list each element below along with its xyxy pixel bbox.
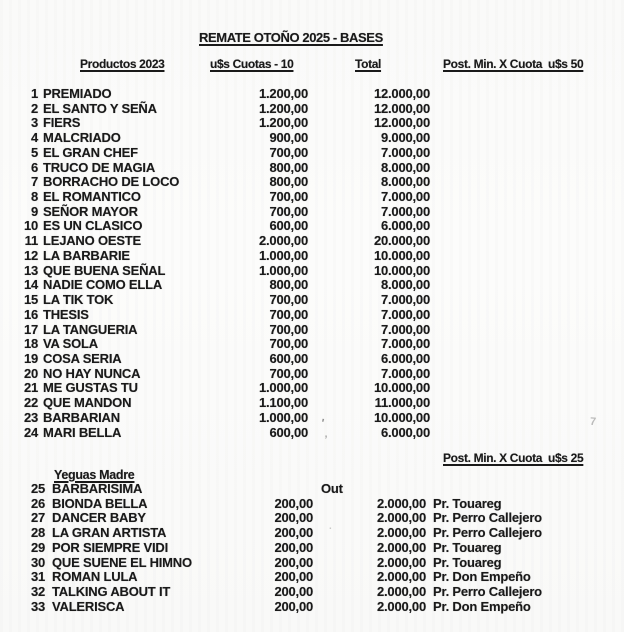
total-value: 6.000,00: [380, 350, 430, 366]
prize-note: Pr. Don Empeño: [433, 598, 531, 614]
prize-note: Pr. Perro Callejero: [433, 525, 542, 541]
product-name: EL GRAN CHEF: [43, 144, 138, 160]
total-value: 8.000,00: [380, 174, 430, 190]
cuota-value: 600,00: [269, 218, 308, 234]
prize-note: [430, 131, 624, 146]
row-number: 17: [23, 321, 38, 337]
prize-note: [426, 482, 624, 497]
column-header-post-min-50: Post. Min. X Cuota u$s 50: [443, 57, 584, 71]
cuota-value: 2.000,00: [258, 233, 308, 249]
prize-note: Pr. Don Empeño: [433, 569, 531, 585]
table-row: [0, 308, 624, 323]
total-value: 10.000,00: [373, 247, 430, 263]
yeguas-madre-table: [0, 482, 624, 614]
total-value: 2.000,00: [376, 510, 426, 526]
total-value: 10.000,00: [373, 262, 430, 278]
product-name: NO HAY NUNCA: [43, 365, 141, 381]
scan-artifact-mark: ʼ: [323, 433, 328, 447]
table-row: [0, 87, 624, 102]
prize-note: [430, 234, 624, 249]
prize-note: [430, 337, 624, 352]
table-row: [0, 146, 624, 161]
row-number: 21: [23, 380, 38, 396]
cuota-value: 200,00: [274, 495, 313, 511]
table-row: [0, 219, 624, 234]
table-row: [0, 541, 624, 556]
total-value: 7.000,00: [380, 365, 430, 381]
prize-note: [430, 411, 624, 429]
table-row: [0, 381, 624, 396]
table-row: [0, 131, 624, 146]
row-number: 32: [30, 584, 45, 600]
row-number: 14: [23, 277, 38, 293]
total-value: 12.000,00: [373, 115, 430, 131]
prize-note: [430, 161, 624, 176]
total-value: 6.000,00: [380, 218, 430, 234]
product-name: BIONDA BELLA: [52, 495, 148, 511]
row-number: 25: [30, 481, 45, 496]
prize-note: [430, 264, 624, 279]
cuota-value: [210, 482, 313, 497]
product-name: TRUCO DE MAGIA: [43, 159, 156, 175]
table-row: [0, 367, 624, 382]
product-name: LEJANO OESTE: [43, 233, 142, 249]
prize-note: [430, 323, 624, 338]
table-row: [0, 116, 624, 131]
table-row: [0, 409, 624, 429]
prize-note: [430, 293, 624, 308]
product-name: MARI BELLA: [43, 424, 122, 440]
total-value: 10.000,00: [373, 409, 430, 425]
cuota-value: 200,00: [274, 539, 313, 555]
out-status: Out: [321, 481, 343, 496]
total-value: 12.000,00: [373, 100, 430, 116]
prize-note: [430, 426, 624, 441]
total-value: 2.000,00: [376, 569, 426, 585]
product-name: SEÑOR MAYOR: [43, 203, 138, 219]
total-value: 7.000,00: [380, 189, 430, 205]
row-number: 8: [30, 189, 38, 205]
total-value: 7.000,00: [380, 336, 430, 352]
table-row: [0, 205, 624, 220]
row-number: 15: [23, 292, 38, 308]
product-name: LA GRAN ARTISTA: [52, 525, 167, 541]
row-number: 16: [23, 306, 38, 322]
column-header-cuotas: u$s Cuotas - 10: [210, 57, 294, 71]
row-number: 23: [23, 409, 38, 425]
prize-note: [430, 175, 624, 190]
total-value: 9.000,00: [380, 130, 430, 146]
total-value: 7.000,00: [380, 321, 430, 337]
row-number: 6: [30, 159, 38, 175]
row-number: 7: [30, 174, 38, 190]
table-row: [0, 585, 624, 600]
cuota-value: 200,00: [274, 510, 313, 526]
table-row: [0, 600, 624, 615]
row-number: 27: [30, 510, 45, 526]
table-row: [0, 337, 624, 352]
row-number: 31: [30, 569, 45, 585]
total-value: 7.000,00: [380, 144, 430, 160]
total-value: 11.000,00: [374, 395, 430, 411]
prize-note: Pr. Perro Callejero: [433, 510, 542, 526]
table-row: [0, 264, 624, 279]
cuota-value: 1.200,00: [258, 100, 308, 116]
yeguas-madre-section-header: Yeguas Madre: [54, 468, 135, 482]
product-name: VA SOLA: [43, 336, 98, 352]
cuota-value: 800,00: [269, 277, 308, 293]
row-number: 24: [23, 424, 38, 440]
total-value: 2.000,00: [376, 539, 426, 555]
product-name: PREMIADO: [43, 86, 112, 101]
cuota-value: 700,00: [269, 203, 308, 219]
prize-note: [430, 116, 624, 131]
cuota-value: 1.000,00: [258, 247, 308, 263]
total-value: 10.000,00: [373, 380, 430, 396]
cuota-value: 700,00: [269, 321, 308, 337]
product-name: ROMAN LULA: [52, 569, 138, 585]
prize-note: Pr. Touareg: [433, 554, 502, 570]
product-name: BARBARIAN: [43, 409, 120, 425]
product-name: COSA SERIA: [43, 350, 122, 366]
table-row: [0, 323, 624, 338]
row-number: 30: [30, 554, 45, 570]
row-number: 18: [23, 336, 38, 352]
cuota-value: 200,00: [274, 598, 313, 614]
product-name: BARBARISIMA: [52, 481, 143, 496]
cuota-value: 1.000,00: [258, 380, 308, 396]
cuota-value: 200,00: [274, 584, 313, 600]
table-row: [0, 102, 624, 117]
product-name: VALERISCA: [52, 598, 125, 614]
row-number: 2: [30, 100, 38, 116]
prize-note: Pr. Touareg: [433, 539, 502, 555]
product-name: EL ROMANTICO: [43, 189, 141, 205]
table-row: [0, 249, 624, 264]
row-number: 22: [23, 395, 38, 411]
column-header-products: Productos 2023: [80, 57, 165, 71]
product-name: ME GUSTAS TU: [43, 380, 138, 396]
prize-note: [430, 87, 624, 102]
document-title: REMATE OTOÑO 2025 - BASES: [199, 30, 383, 45]
table-row: [0, 526, 624, 541]
cuota-value: 700,00: [269, 306, 308, 322]
prize-note: [430, 219, 624, 234]
cuota-value: 600,00: [269, 424, 308, 440]
product-name: QUE BUENA SEÑAL: [43, 262, 166, 278]
prize-note: Pr. Touareg: [433, 495, 502, 511]
cuota-value: 200,00: [274, 569, 313, 585]
scan-artifact-mark: 7: [589, 415, 597, 429]
cuota-value: 800,00: [269, 159, 308, 175]
total-value: 12.000,00: [373, 86, 430, 101]
total-value: 8.000,00: [380, 277, 430, 293]
cuota-value: 700,00: [269, 144, 308, 160]
column-header-total: Total: [355, 57, 382, 71]
row-number: 13: [23, 262, 38, 278]
table-row: [0, 234, 624, 249]
row-number: 5: [30, 144, 38, 160]
cuota-value: 200,00: [274, 554, 313, 570]
total-value: 7.000,00: [380, 306, 430, 322]
product-name: NADIE COMO ELLA: [43, 277, 163, 293]
products-table: [0, 87, 624, 440]
total-value: 2.000,00: [376, 525, 426, 541]
cuota-value: 800,00: [269, 174, 308, 190]
row-number: 11: [24, 233, 38, 249]
total-value: 6.000,00: [380, 424, 430, 440]
scan-artifact-mark: .: [329, 521, 332, 532]
product-name: THESIS: [43, 306, 89, 322]
product-name: LA TANGUERIA: [43, 321, 138, 337]
table-row: [0, 190, 624, 205]
cuota-value: 200,00: [274, 525, 313, 541]
cuota-value: 700,00: [269, 365, 308, 381]
cuota-value: 1.200,00: [258, 115, 308, 131]
product-name: TALKING ABOUT IT: [52, 584, 171, 600]
product-name: LA TIK TOK: [43, 292, 114, 308]
row-number: 20: [23, 365, 38, 381]
cuota-value: 1.100,00: [258, 395, 308, 411]
table-row: [0, 352, 624, 367]
prize-note: [430, 146, 624, 161]
table-row: [0, 161, 624, 176]
prize-note: [430, 367, 624, 382]
row-number: 10: [23, 218, 38, 234]
prize-note: [430, 278, 624, 293]
table-row: [0, 278, 624, 293]
table-row: [0, 482, 624, 497]
product-name: EL SANTO Y SEÑA: [43, 100, 157, 116]
total-value: 2.000,00: [376, 495, 426, 511]
row-number: 1: [30, 86, 38, 101]
table-row: [0, 511, 624, 526]
table-row: [0, 175, 624, 190]
cuota-value: 700,00: [269, 189, 308, 205]
scan-artifact-mark: ': [319, 415, 326, 431]
row-number: 29: [30, 539, 45, 555]
prize-note: [430, 352, 624, 367]
cuota-value: 1.000,00: [258, 409, 308, 425]
prize-note: [430, 249, 624, 264]
product-name: LA BARBARIE: [43, 247, 130, 263]
table-row: [0, 556, 624, 571]
table-row: [0, 570, 624, 585]
prize-note: [430, 308, 624, 323]
row-number: 3: [30, 115, 38, 131]
table-row: [0, 497, 624, 512]
product-name: FIERS: [43, 115, 81, 131]
row-number: 4: [30, 130, 38, 146]
row-number: 12: [23, 247, 38, 263]
row-number: 33: [30, 598, 45, 614]
row-number: 26: [30, 495, 45, 511]
cuota-value: 600,00: [269, 350, 308, 366]
total-value: 8.000,00: [380, 159, 430, 175]
table-row: [0, 396, 624, 411]
product-name: QUE MANDON: [43, 395, 132, 411]
post-min-25-label: Post. Min. X Cuota u$s 25: [443, 451, 584, 465]
product-name: QUE SUENE EL HIMNO: [52, 554, 192, 570]
table-row: [0, 293, 624, 308]
total-value: 2.000,00: [376, 554, 426, 570]
total-value: 20.000,00: [373, 233, 430, 249]
product-name: BORRACHO DE LOCO: [43, 174, 180, 190]
table-row: [0, 426, 624, 441]
prize-note: [430, 190, 624, 205]
prize-note: [430, 396, 624, 411]
product-name: ES UN CLASICO: [43, 218, 143, 234]
prize-note: [430, 205, 624, 220]
product-name: POR SIEMPRE VIDI: [52, 539, 168, 555]
total-value: 7.000,00: [380, 203, 430, 219]
product-name: MALCRIADO: [43, 130, 121, 146]
cuota-value: 1.200,00: [258, 86, 308, 101]
prize-note: Pr. Perro Callejero: [433, 584, 542, 600]
prize-note: [430, 381, 624, 396]
cuota-value: 900,00: [269, 130, 308, 146]
total-value: 2.000,00: [376, 584, 426, 600]
cuota-value: 1.000,00: [258, 262, 308, 278]
total-value: 2.000,00: [376, 598, 426, 614]
cuota-value: 700,00: [269, 292, 308, 308]
row-number: 28: [30, 525, 45, 541]
total-value: 7.000,00: [380, 292, 430, 308]
product-name: DANCER BABY: [52, 510, 146, 526]
prize-note: [430, 102, 624, 117]
row-number: 19: [23, 350, 38, 366]
row-number: 9: [30, 203, 38, 219]
cuota-value: 700,00: [269, 336, 308, 352]
